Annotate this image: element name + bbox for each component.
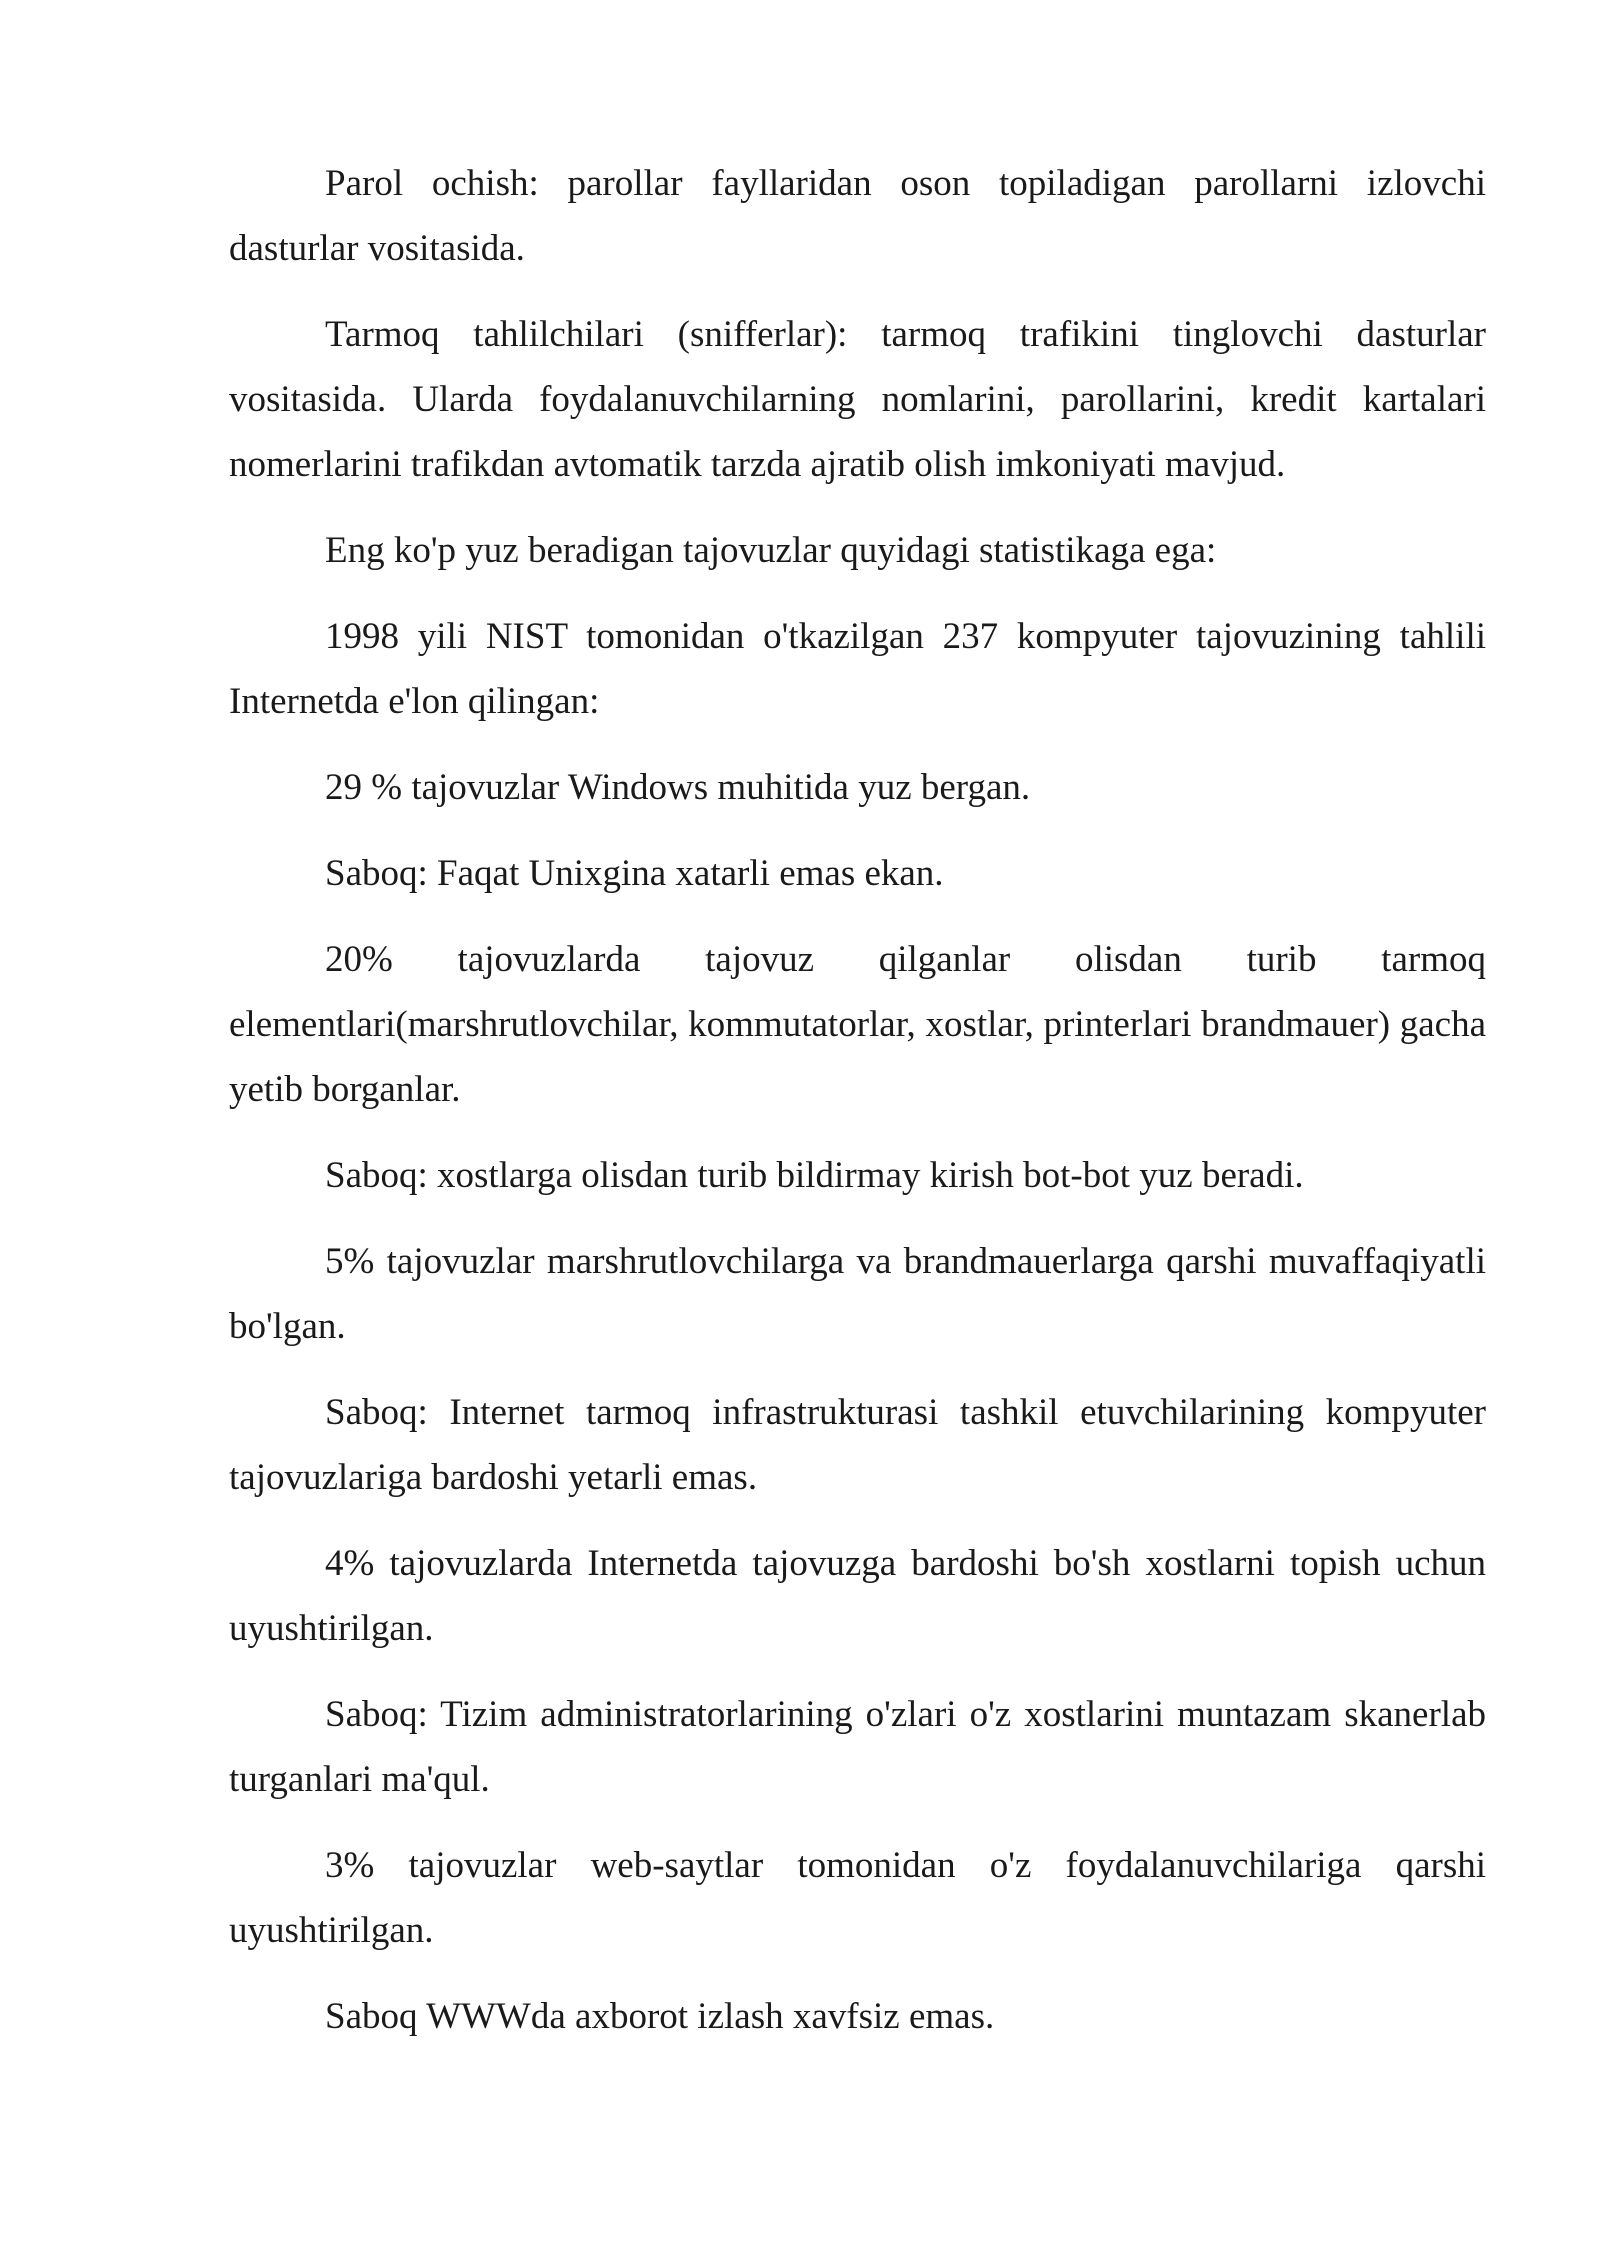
paragraph-statistics-intro: Eng ko'p yuz beradigan tajovuzlar quyidagi statistikaga ega: [325,530,1217,571]
paragraph-routers-stat: 5% tajovuzlar marshrutlovchilarga va brandmauerlarga qarshi muvaffaqiyatli bo'lgan. [229,1241,1486,1347]
document-body [229,151,1486,2070]
paragraph-password-cracking: Parol ochish: parollar fayllaridan oson topiladigan parollarni izlovchi dasturlar vositasida. [229,163,1486,269]
paragraph-nist-analysis: 1998 yili NIST tomonidan o'tkazilgan 237 kompyuter tajovuzining tahlili Internetda e'lon qilingan: [229,616,1486,722]
paragraph-lesson-www: Saboq WWWda axborot izlash xavfsiz emas. [325,1996,995,2037]
paragraph-weak-hosts-stat: 4% tajovuzlarda Internetda tajovuzga bardoshi bo'sh xostlarni topish uchun uyushtirilgan. [229,1543,1486,1649]
paragraph-lesson-infrastructure: Saboq: Internet tarmoq infrastrukturasi tashkil etuvchilarining kompyuter tajovuzlariga bardoshi yetarli emas. [229,1392,1486,1498]
paragraph-lesson-remote-access: Saboq: xostlarga olisdan turib bildirmay kirish bot-bot yuz beradi. [325,1155,1304,1196]
paragraph-windows-stat: 29 % tajovuzlar Windows muhitida yuz bergan. [325,767,1031,808]
paragraph-websites-stat: 3% tajovuzlar web-saytlar tomonidan o'z foydalanuvchilariga qarshi uyushtirilgan. [229,1845,1486,1951]
paragraph-sniffers: Tarmoq tahlilchilari (snifferlar): tarmoq trafikini tinglovchi dasturlar vositasida. Ularda foydalanuvchilarning nomlarini, parollarini, kredit kartalari nomerlarini trafikdan avtomatik tarzda ajratib olish imkoniyati mavjud. [229,314,1486,485]
paragraph-lesson-unix: Saboq: Faqat Unixgina xatarli emas ekan. [325,853,944,894]
paragraph-lesson-admin-scan: Saboq: Tizim administratorlarining o'zlari o'z xostlarini muntazam skanerlab turganlari ma'qul. [229,1694,1486,1800]
paragraph-network-elements-stat: 20% tajovuzlarda tajovuz qilganlar olisdan turib tarmoq elementlari(marshrutlovchilar, kommutatorlar, xostlar, printerlari brandmauer) gacha yetib borganlar. [229,939,1486,1110]
